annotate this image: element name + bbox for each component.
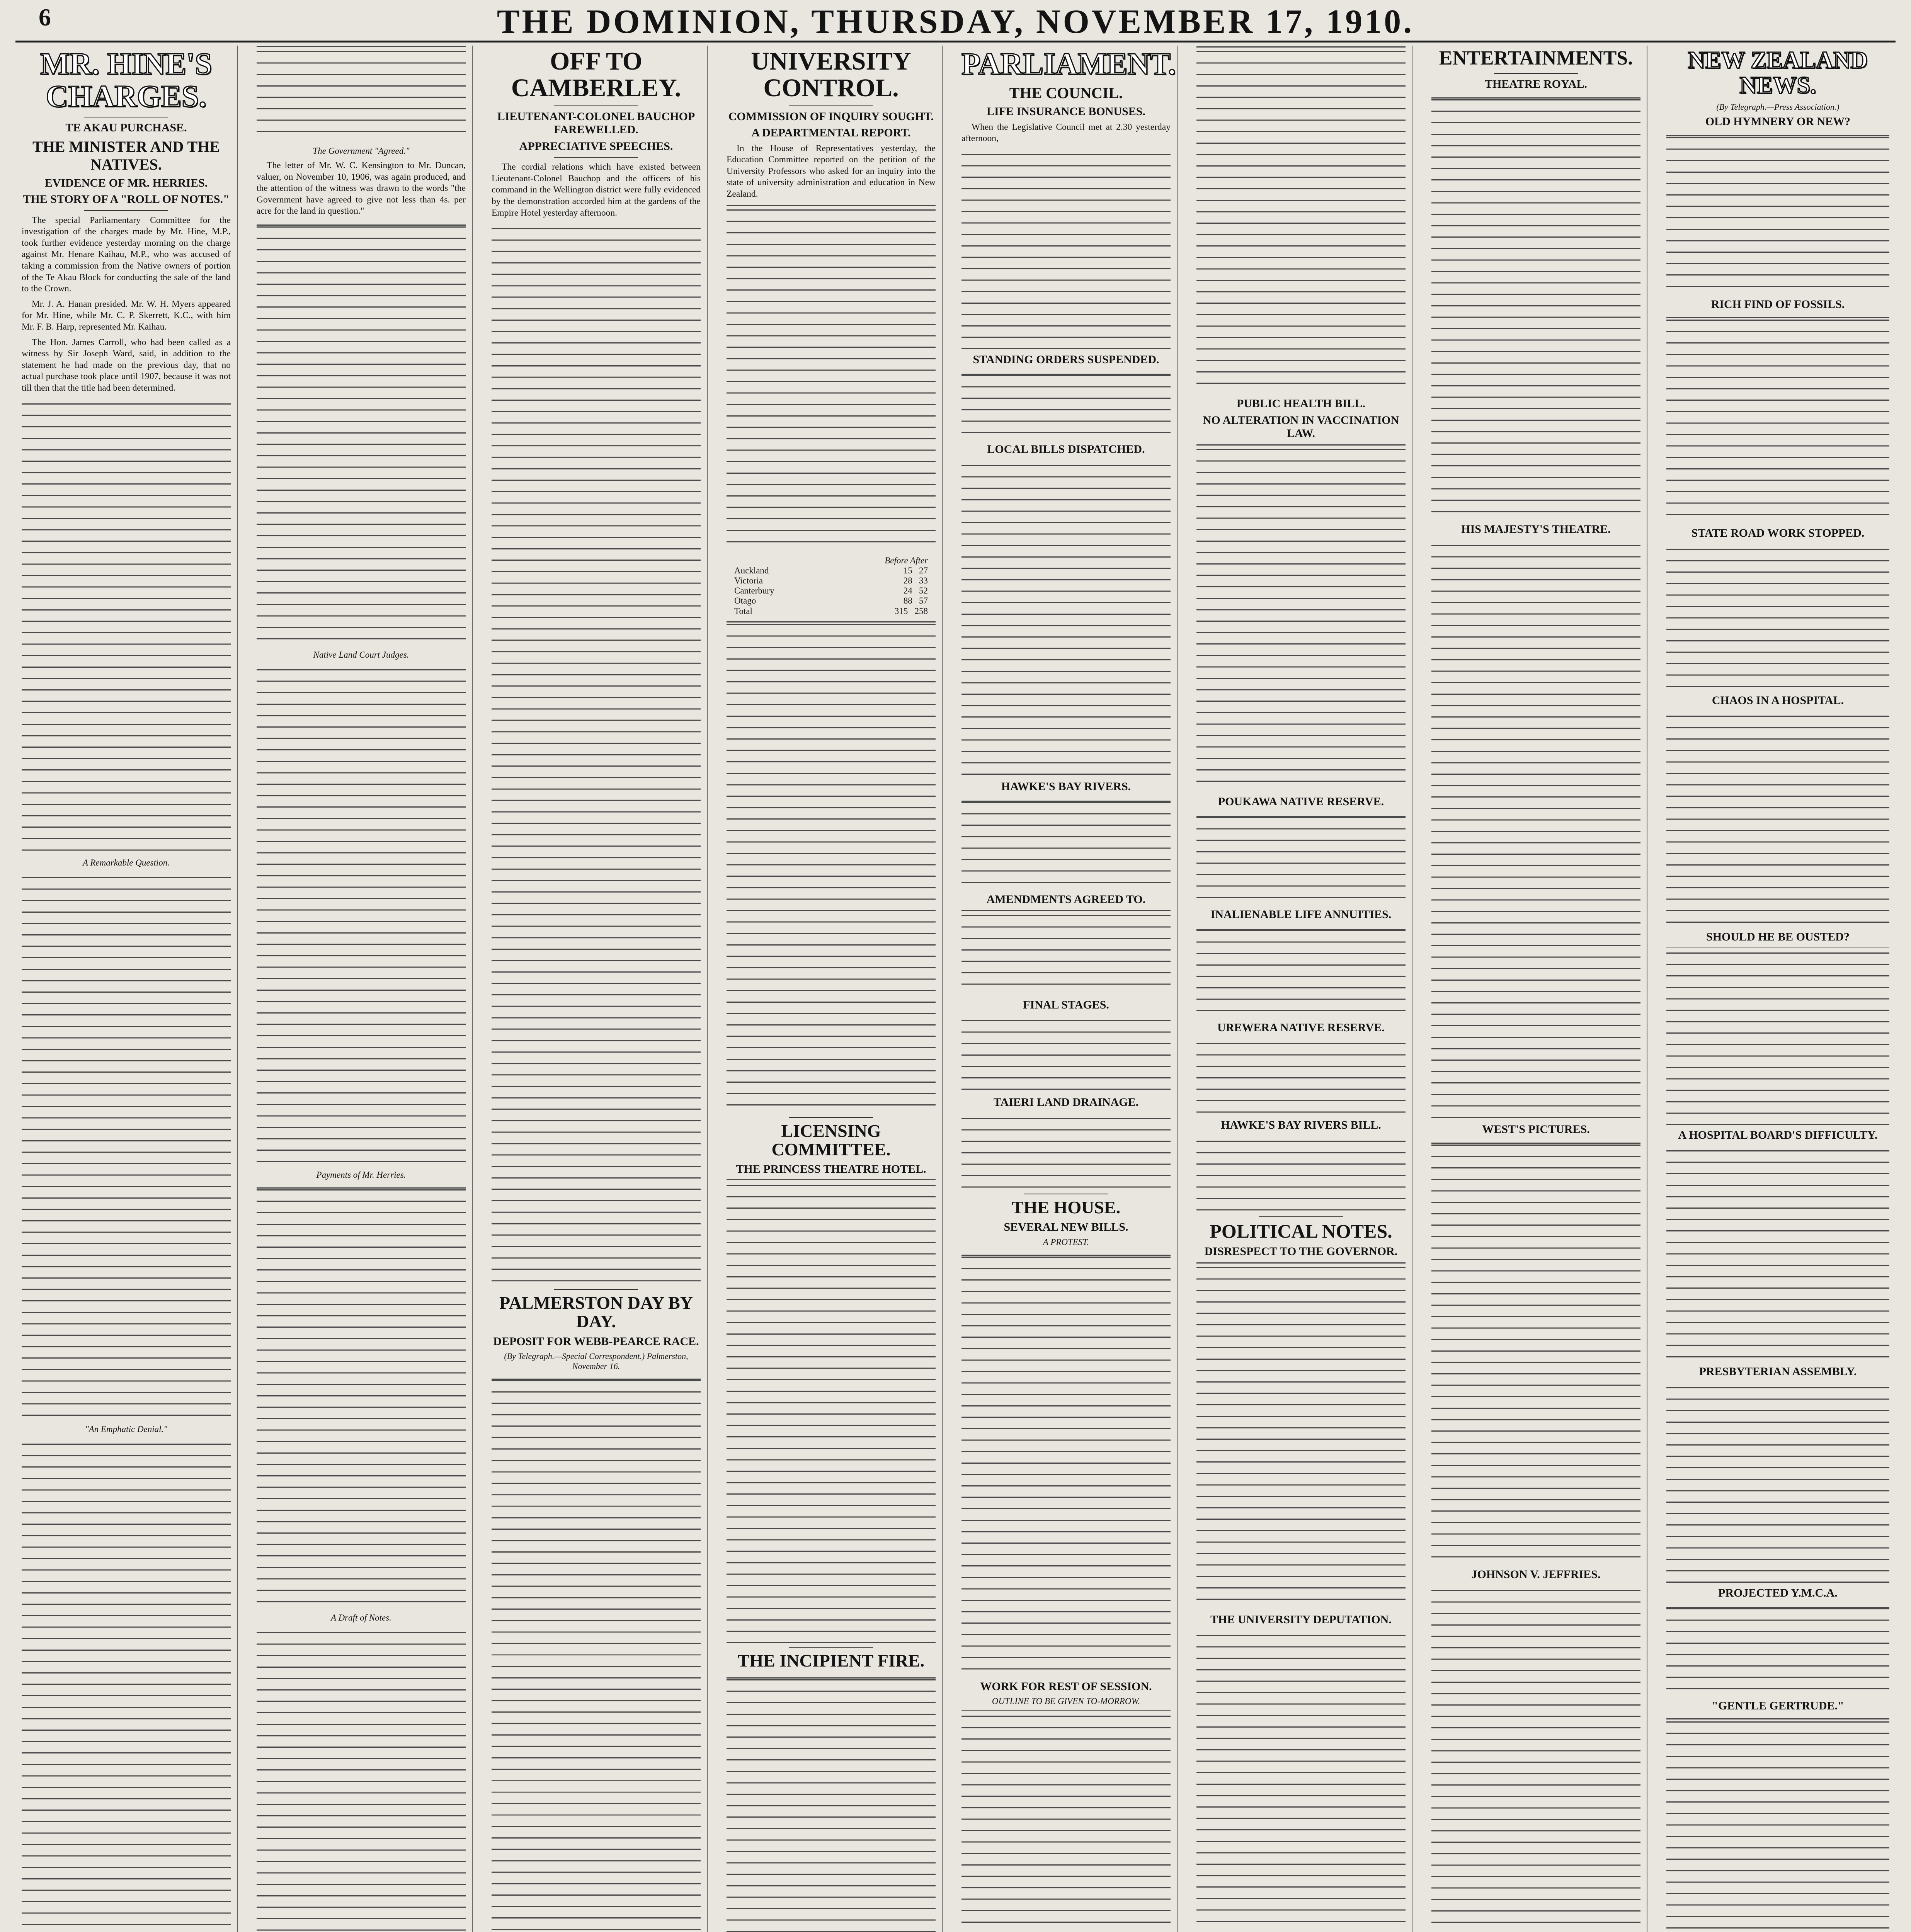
subhead: Native Land Court Judges. [313,650,409,660]
article-body [1666,710,1889,927]
article-body [1196,925,1406,1017]
subhead: PRESBYTERIAN ASSEMBLY. [1699,1365,1857,1378]
divider [554,105,638,106]
article-body [727,619,936,1113]
table-row: Total 315 258 [734,606,928,616]
subhead: INALIENABLE LIFE ANNUITIES. [1210,908,1392,921]
subhead: EVIDENCE OF MR. HERRIES. [44,176,208,189]
divider [1259,1216,1343,1217]
article-body [961,1015,1171,1092]
article-body [257,1627,466,1932]
subhead: JOHNSON V. JEFFRIES. [1471,1568,1601,1581]
article-body [22,872,231,1420]
headline-the-house: THE HOUSE. [1011,1197,1121,1217]
subhead: Payments of Mr. Herries. [316,1170,406,1180]
subhead: "An Emphatic Denial." [85,1424,167,1434]
article-body [1196,1135,1406,1213]
divider [789,1647,873,1648]
article-body [1431,1139,1640,1564]
article-paragraph: The special Parliamentary Committee for the investigation of the charges made by Mr. Hine, M.P., took further evidence yesterday morning on the charge against Mr. Henare Kaihau, M.P., who was accused of taking a commission from the Native owners of portion of the Te Akau Block for conducting the sale of the land to the Crown. [22,215,231,294]
table-row: Auckland 15 27 [734,565,928,575]
column-5 [955,46,1178,1932]
subhead: STATE ROAD WORK STOPPED. [1691,527,1865,540]
table-row: Canterbury 24 52 [734,585,928,595]
subhead: "GENTLE GERTRUDE." [1712,1699,1844,1713]
subhead: TAIERI LAND DRAINAGE. [993,1096,1139,1109]
article-body [961,148,1171,349]
article-body [1196,444,1406,791]
headline-university-control: UNIVERSITY CONTROL. [751,47,911,102]
article-body [727,1674,936,1932]
subhead: THE COUNCIL. [1009,84,1123,102]
divider [84,210,168,211]
subhead: PUBLIC HEALTH BILL. [1236,397,1366,410]
dateline: (By Telegraph.—Special Correspondent.) Palmerston, November 16. [504,1351,688,1371]
headline-off-to-camberley: OFF TO CAMBERLEY. [511,47,681,102]
subhead: APPRECIATIVE SPEECHES. [519,139,673,153]
article-body [22,398,231,854]
headline-incipient-fire: THE INCIPIENT FIRE. [737,1650,925,1670]
column-3 [485,46,708,1932]
headline-licensing: LICENSING COMMITTEE. [771,1121,891,1159]
subhead: THE MINISTER AND THE NATIVES. [32,138,220,173]
subhead: A HOSPITAL BOARD'S DIFFICULTY. [1678,1128,1878,1141]
dateline: (By Telegraph.—Press Association.) [1716,102,1840,112]
subhead: POUKAWA NATIVE RESERVE. [1218,795,1384,808]
table-row: Otago 88 57 [734,595,928,605]
column-1 [15,46,238,1932]
subhead: PROJECTED Y.M.C.A. [1718,1586,1838,1599]
subhead: SEVERAL NEW BILLS. [1004,1221,1128,1234]
columns [15,46,1896,1932]
headline-political-notes: POLITICAL NOTES. [1210,1220,1392,1242]
page-number: 6 [39,3,51,31]
article-paragraph: Mr. J. A. Hanan presided. Mr. W. H. Myers appeared for Mr. Hine, while Mr. C. P. Skerrett, K.C., with him Mr. F. B. Harp, represented Mr. Kaihau. [22,299,231,332]
subhead: OUTLINE TO BE GIVEN TO-MORROW. [992,1696,1140,1706]
column-4 [720,46,943,1932]
subhead: A Remarkable Question. [82,857,170,867]
article-body [492,1374,701,1932]
masthead-title: THE DOMINION, THURSDAY, NOVEMBER 17, 1910. [497,3,1414,41]
article-body [22,1438,231,1932]
article-body [961,1710,1171,1932]
subhead: UREWERA NATIVE RESERVE. [1217,1021,1385,1034]
subhead: THE STORY OF A "ROLL OF NOTES." [23,193,230,206]
subhead: DISRESPECT TO THE GOVERNOR. [1204,1245,1398,1258]
subhead: A DEPARTMENTAL REPORT. [751,126,911,139]
article-body [1666,132,1889,294]
masthead [15,0,1896,43]
subhead: HAWKE'S BAY RIVERS. [1001,780,1131,793]
subhead: LIEUTENANT-COLONEL BAUCHOP FAREWELLED. [497,110,695,136]
subhead: THEATRE ROYAL. [1484,77,1588,90]
article-body [1196,1629,1406,1932]
article-body [1431,539,1640,1119]
article-body [1666,1716,1889,1932]
subhead: WORK FOR REST OF SESSION. [980,1680,1152,1693]
article-body [1666,543,1889,690]
divider [789,105,873,106]
subhead: NO ALTERATION IN VACCINATION LAW. [1203,413,1399,440]
article-paragraph: In the House of Representatives yesterday, the Education Committee reported on the petition of the University Professors who asked for an inquiry into the state of university administration and education in New Zealand. [727,143,936,199]
divider [789,1117,873,1118]
article-paragraph: When the Legislative Council met at 2.30 yesterday afternoon, [961,122,1171,144]
subhead: THE PRINCESS THEATRE HOTEL. [736,1163,926,1176]
subhead: STANDING ORDERS SUSPENDED. [973,353,1159,366]
article-body [1666,1603,1889,1696]
article-body [257,221,466,646]
article-body [257,46,466,142]
subhead: FINAL STAGES. [1023,998,1109,1011]
subhead: TE AKAU PURCHASE. [65,121,187,134]
headline-palmerston: PALMERSTON DAY BY DAY. [499,1293,693,1332]
subhead: LIFE INSURANCE BONUSES. [987,105,1145,118]
headline-hines-charges: MR. HINE'S CHARGES. [40,47,212,114]
article-body [492,223,701,1285]
article-body [1666,1382,1889,1583]
column-7 [1425,46,1647,1932]
subhead: AMENDMENTS AGREED TO. [986,893,1146,906]
article-body [961,1251,1171,1676]
article-body [961,796,1171,889]
article-body [961,369,1171,439]
article-body [961,459,1171,776]
article-body [727,204,936,552]
column-8 [1660,46,1896,1932]
article-body [1431,94,1640,519]
subhead: A PROTEST. [1043,1237,1089,1247]
article-body [1196,46,1406,393]
subhead: LOCAL BILLS DISPATCHED. [987,443,1145,456]
article-body [1431,1585,1640,1932]
subhead: COMMISSION OF INQUIRY SOUGHT. [728,110,934,123]
article-body [1196,811,1406,904]
subhead: SHOULD HE BE OUSTED? [1706,930,1850,944]
column-6 [1190,46,1412,1932]
divider [1494,73,1577,74]
table-header: Before After [885,555,928,565]
subhead: CHAOS IN A HOSPITAL. [1712,694,1844,707]
divider [554,1289,638,1290]
article-body [1666,1145,1889,1361]
article-body [727,1179,936,1643]
divider [554,157,638,158]
stats-table [734,556,928,616]
article-body [1666,947,1889,1125]
article-body [257,664,466,1166]
article-body [1196,1037,1406,1115]
subhead: DEPOSIT FOR WEBB-PEARCE RACE. [493,1335,699,1348]
subhead: HIS MAJESTY'S THEATRE. [1461,523,1611,536]
subhead: WEST'S PICTURES. [1482,1122,1590,1136]
article-body [1666,314,1889,523]
column-2 [250,46,473,1932]
article-body [257,1184,466,1609]
headline-entertainments: ENTERTAINMENTS. [1439,47,1633,69]
article-body [961,910,1171,995]
subhead: RICH FIND OF FOSSILS. [1711,298,1845,311]
headline-parliament: PARLIAMENT. [961,47,1176,81]
article-paragraph: The cordial relations which have existed between Lieutenant-Colonel Bauchop and the officers of his command in the Wellington district were fully evidenced by the demonstration accorded him at the gardens of the Empire Hotel yesterday afternoon. [492,162,701,218]
subhead: HAWKE'S BAY RIVERS BILL. [1221,1119,1381,1131]
subhead: The Government "Agreed." [313,146,410,156]
headline-new-zealand-news: NEW ZEALAND NEWS. [1688,47,1868,99]
article-body [1196,1262,1406,1609]
article-paragraph: The Hon. James Carroll, who had been called as a witness by Sir Joseph Ward, said, in addition to the statement he had made on the previous day, that no actual purchase took place until 1907, because it was not till then that the title had been determined. [22,337,231,393]
table-row: Victoria 28 33 [734,575,928,585]
subhead: THE UNIVERSITY DEPUTATION. [1210,1613,1392,1626]
subhead: OLD HYMNERY OR NEW? [1705,115,1851,128]
article-body [961,1112,1171,1190]
subhead: A Draft of Notes. [331,1613,391,1623]
article-paragraph: The letter of Mr. W. C. Kensington to Mr. Duncan, valuer, on November 10, 1906, was again produced, and the attention of the witness was drawn to the words "the Government have agreed to give not less than 4s. per acre for the land in question." [257,160,466,216]
